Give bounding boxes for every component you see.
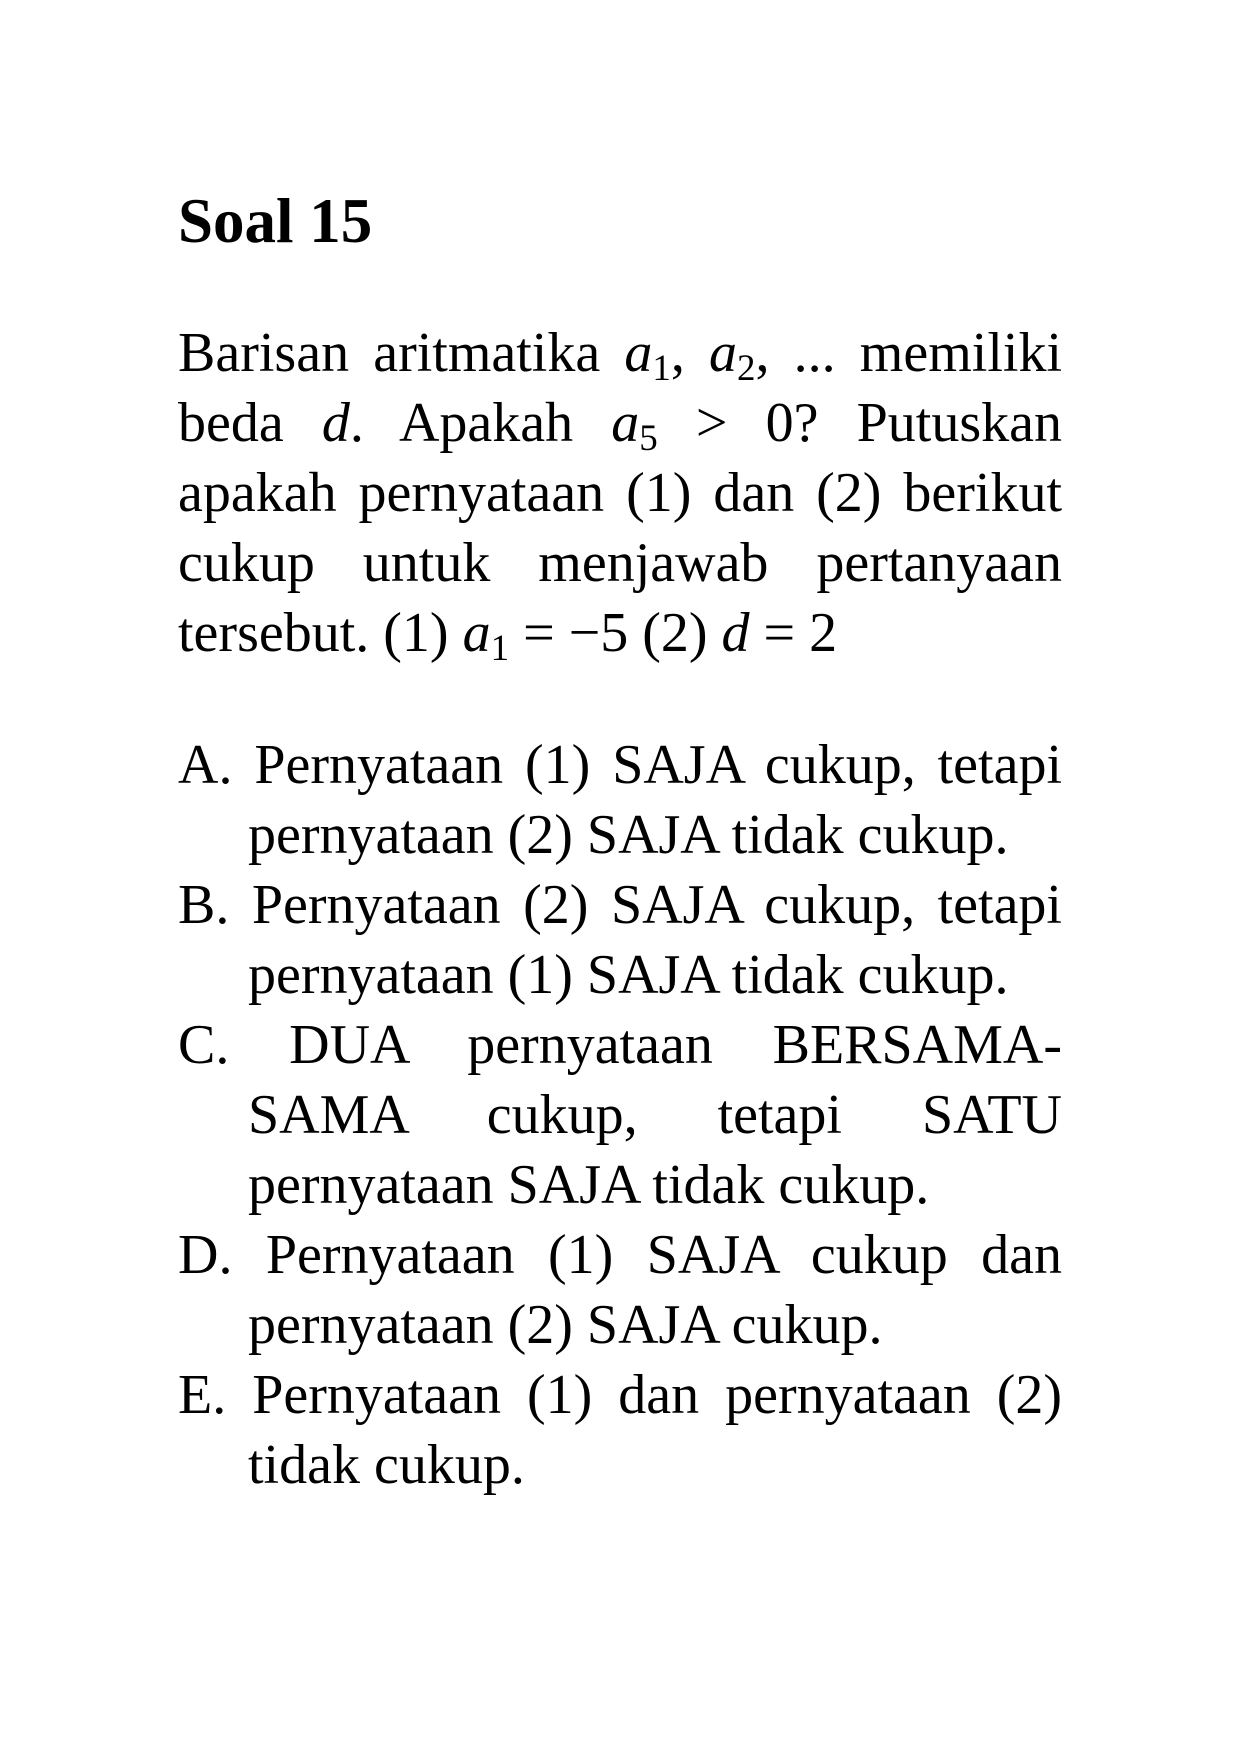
option-D-line-2 bbox=[178, 1290, 1062, 1360]
text-run: = −5 (2) bbox=[509, 602, 722, 664]
option-D-line-1 bbox=[178, 1220, 1062, 1290]
answer-options bbox=[178, 730, 1062, 1500]
text-run: tersebut. (1) bbox=[178, 602, 463, 664]
question-text bbox=[178, 318, 1062, 668]
option-A-line-2 bbox=[178, 800, 1062, 870]
text-run: = 2 bbox=[749, 602, 838, 664]
question-title: Soal 15 bbox=[178, 186, 373, 256]
text-run: apakah pernyataan (1) dan (2) berikut bbox=[178, 462, 1062, 524]
math-variable: a bbox=[611, 392, 640, 454]
option-A bbox=[178, 730, 1062, 870]
text-run: pernyataan SAJA tidak cukup. bbox=[248, 1154, 930, 1216]
question-line-1 bbox=[178, 318, 1062, 388]
math-variable: a bbox=[624, 322, 653, 384]
question-line-5 bbox=[178, 598, 1062, 668]
math-variable: a bbox=[709, 322, 738, 384]
question-line-4 bbox=[178, 528, 1062, 598]
text-run: , bbox=[670, 322, 710, 384]
math-subscript: 2 bbox=[737, 346, 756, 388]
option-D bbox=[178, 1220, 1062, 1360]
text-run: SAMA cukup, tetapi SATU bbox=[248, 1084, 1062, 1146]
math-variable: d bbox=[721, 602, 750, 664]
option-C-line-1 bbox=[178, 1010, 1062, 1080]
question-line-2 bbox=[178, 388, 1062, 458]
text-run: beda bbox=[178, 392, 322, 454]
option-E-line-1 bbox=[178, 1360, 1062, 1430]
math-subscript: 1 bbox=[652, 346, 671, 388]
option-E-line-2 bbox=[178, 1430, 1062, 1500]
option-C-line-2 bbox=[178, 1080, 1062, 1150]
math-subscript: 5 bbox=[639, 416, 658, 458]
math-variable: a bbox=[462, 602, 491, 664]
option-C-line-3 bbox=[178, 1150, 1062, 1220]
text-run: pernyataan (1) SAJA tidak cukup. bbox=[248, 944, 1009, 1006]
option-A-line-1 bbox=[178, 730, 1062, 800]
option-B-line-1 bbox=[178, 870, 1062, 940]
text-run: . Apakah bbox=[349, 392, 612, 454]
text-run: E. Pernyataan (1) dan pernyataan (2) bbox=[178, 1364, 1062, 1426]
text-run: , ... memiliki bbox=[755, 322, 1063, 384]
text-run: cukup untuk menjawab pertanyaan bbox=[178, 532, 1062, 594]
text-run: pernyataan (2) SAJA tidak cukup. bbox=[248, 804, 1009, 866]
document-page bbox=[178, 186, 1062, 1500]
text-run: A. Pernyataan (1) SAJA cukup, tetapi bbox=[178, 734, 1062, 796]
option-E bbox=[178, 1360, 1062, 1500]
text-run: pernyataan (2) SAJA cukup. bbox=[248, 1294, 883, 1356]
question-line-3 bbox=[178, 458, 1062, 528]
text-run: B. Pernyataan (2) SAJA cukup, tetapi bbox=[178, 874, 1062, 936]
option-C bbox=[178, 1010, 1062, 1220]
text-run: C. DUA pernyataan BERSAMA- bbox=[178, 1014, 1062, 1076]
text-run: > 0? Putuskan bbox=[657, 392, 1062, 454]
option-B-line-2 bbox=[178, 940, 1062, 1010]
text-run: D. Pernyataan (1) SAJA cukup dan bbox=[178, 1224, 1062, 1286]
math-variable: d bbox=[321, 392, 350, 454]
text-run: Barisan aritmatika bbox=[178, 322, 625, 384]
option-B bbox=[178, 870, 1062, 1010]
math-subscript: 1 bbox=[490, 626, 510, 668]
text-run: tidak cukup. bbox=[248, 1434, 525, 1496]
